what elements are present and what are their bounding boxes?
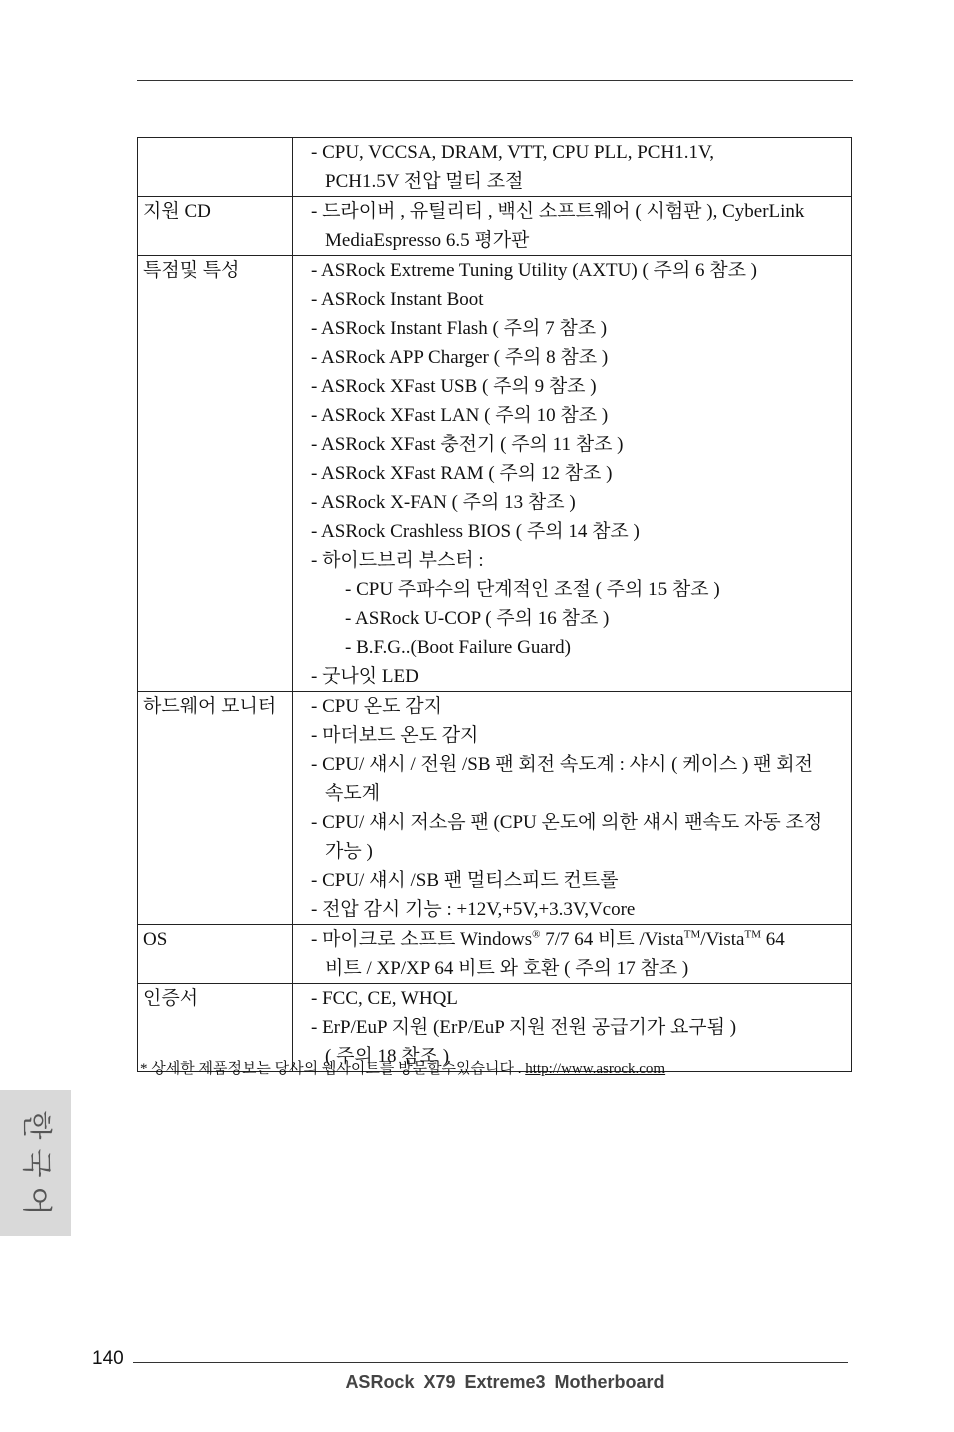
- spec-line: - CPU, VCCSA, DRAM, VTT, CPU PLL, PCH1.1V,: [311, 142, 714, 163]
- spec-line: - ASRock APP Charger ( 주의 8 참조 ): [311, 347, 609, 368]
- row-content: [293, 197, 852, 256]
- spec-line: - ASRock XFast RAM ( 주의 12 참조 ): [311, 463, 613, 484]
- spec-line: - 굿나잇 LED: [311, 666, 419, 687]
- footnote: [140, 1057, 665, 1078]
- spec-row: [138, 138, 852, 197]
- row-label: 특점및 특성: [138, 256, 293, 692]
- spec-line: - CPU/ 섀시 저소음 팬 (CPU 온도에 의한 섀시 팬속도 자동 조정: [311, 812, 823, 833]
- page-number: 140: [92, 1348, 124, 1369]
- row-label: 하드웨어 모니터: [138, 692, 293, 925]
- spec-row: [138, 692, 852, 925]
- header-rule: [137, 80, 853, 81]
- language-tab: [0, 1090, 71, 1236]
- spec-line: 비트 / XP/XP 64 비트 와 호환 ( 주의 17 참조 ): [325, 958, 689, 979]
- language-tab-char: 어: [18, 1186, 54, 1216]
- trademark-mark: TM: [744, 928, 761, 941]
- spec-line: - 마더보드 온도 감지: [311, 725, 479, 746]
- spec-line: - 하이드브리 부스터 :: [311, 550, 484, 571]
- row-label: 지원 CD: [138, 197, 293, 256]
- spec-line: - CPU 주파수의 단계적인 조절 ( 주의 15 참조 ): [345, 579, 720, 600]
- os-text: 64: [760, 929, 785, 950]
- row-content: [293, 256, 852, 692]
- spec-line: - ASRock Instant Flash ( 주의 7 참조 ): [311, 318, 608, 339]
- spec-line: PCH1.5V 전압 멀티 조절: [325, 171, 524, 192]
- spec-line: - CPU/ 섀시 / 전원 /SB 팬 회전 속도계 : 샤시 ( 케이스 ) 팬 회전: [311, 754, 813, 775]
- footer-rule: [133, 1362, 848, 1363]
- language-tab-char: 국: [18, 1148, 54, 1178]
- row-label: OS: [138, 925, 293, 984]
- spec-line: 속도계: [325, 783, 381, 804]
- spec-line: - ASRock X-FAN ( 주의 13 참조 ): [311, 492, 576, 513]
- spec-line: - CPU 온도 감지: [311, 696, 442, 717]
- spec-line: - ASRock XFast LAN ( 주의 10 참조 ): [311, 405, 609, 426]
- spec-line: - ASRock Instant Boot: [311, 289, 484, 310]
- spec-line: - ASRock XFast 충전기 ( 주의 11 참조 ): [311, 434, 624, 455]
- os-text: /Vista: [700, 929, 745, 950]
- trademark-mark: TM: [683, 928, 701, 941]
- spec-line: - B.F.G..(Boot Failure Guard): [345, 637, 571, 658]
- row-content: [293, 925, 852, 984]
- spec-line: ( 주의 18 참조 ): [325, 1046, 450, 1067]
- row-label: [138, 138, 293, 197]
- spec-line: 가능 ): [325, 841, 373, 862]
- footnote-text: * 상세한 제품정보는 당사의 웹사이트를 방문할수있습니다 .: [140, 1061, 526, 1077]
- language-tab-char: 한: [18, 1110, 54, 1140]
- row-label: 인증서: [138, 984, 293, 1072]
- row-content: [293, 692, 852, 925]
- spec-line: - FCC, CE, WHQL: [311, 988, 458, 1009]
- spec-row: [138, 197, 852, 256]
- row-content: [293, 138, 852, 197]
- website-link[interactable]: http://www.asrock.com: [525, 1061, 666, 1077]
- spec-line: MediaEspresso 6.5 평가판: [325, 230, 530, 251]
- spec-row-os: [138, 925, 852, 984]
- spec-line: - ASRock Crashless BIOS ( 주의 14 참조 ): [311, 521, 640, 542]
- spec-line: - ErP/EuP 지원 (ErP/EuP 지원 전원 공급기가 요구됨 ): [311, 1017, 737, 1038]
- spec-line: - ASRock Extreme Tuning Utility (AXTU) ( 주의 6 참조 ): [311, 260, 758, 281]
- spec-line: - 드라이버 , 유틸리티 , 백신 소프트웨어 ( 시험판 ), CyberLink: [311, 201, 805, 222]
- os-text: - 마이크로 소프트 Windows: [311, 929, 533, 950]
- footer-title: ASRock X79 Extreme3 Motherboard: [345, 1372, 665, 1392]
- spec-table: [137, 137, 852, 1072]
- os-text: 7/7 64 비트 /Vista: [540, 929, 684, 950]
- spec-line: - 전압 감시 기능 : +12V,+5V,+3.3V,Vcore: [311, 899, 636, 920]
- spec-line: - CPU/ 섀시 /SB 팬 멀티스피드 컨트롤: [311, 870, 619, 891]
- spec-line: - ASRock XFast USB ( 주의 9 참조 ): [311, 376, 597, 397]
- spec-row: [138, 256, 852, 692]
- spec-line: - ASRock U-COP ( 주의 16 참조 ): [345, 608, 610, 629]
- spec-line: [311, 925, 849, 954]
- registered-mark: ®: [532, 928, 541, 941]
